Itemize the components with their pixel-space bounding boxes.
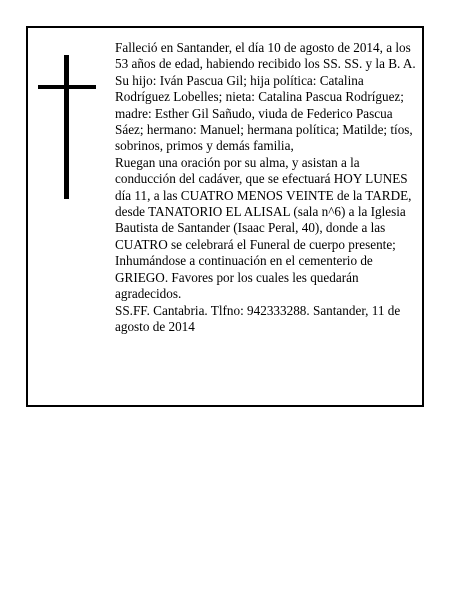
death-notice-paragraph: Falleció en Santander, el día 10 de agosto de 2014, a los 53 años de edad, habiendo recibido los SS. SS. y la B. A. (115, 40, 416, 72)
funeral-home-paragraph: SS.FF. Cantabria. Tlfno: 942333288. Santander, 11 de agosto de 2014 (115, 302, 401, 334)
cross-horizontal-bar (38, 85, 96, 89)
obituary-notice (26, 26, 424, 407)
funeral-details-paragraph: Ruegan una oración por su alma, y asistan a la conducción del cadáver, que se efectuará HOY LUNES día 11, a las CUATRO MENOS VEINTE de la TARDE, desde TANATORIO EL ALISAL (sala n^6) a la Iglesia Bautista de Santander (Isaac Peral, 40), donde a las CUATRO se celebrará el Funeral de cuerpo presente; Inhumándose a continuación en el cementerio de GRIEGO. Favores por los cuales les quedarán agradecidos. (115, 154, 412, 302)
cross-vertical-bar (64, 55, 69, 199)
cross-icon (38, 55, 96, 199)
obituary-text (115, 40, 421, 335)
family-paragraph: Su hijo: Iván Pascua Gil; hija política: Catalina Rodríguez Lobelles; nieta: Catalina Pascua Rodríguez; madre: Esther Gil Sañudo, viuda de Federico Pascua Sáez; hermano: Manuel; hermana política; Matilde; tíos, sobrinos, primos y demás familia, (115, 72, 413, 154)
